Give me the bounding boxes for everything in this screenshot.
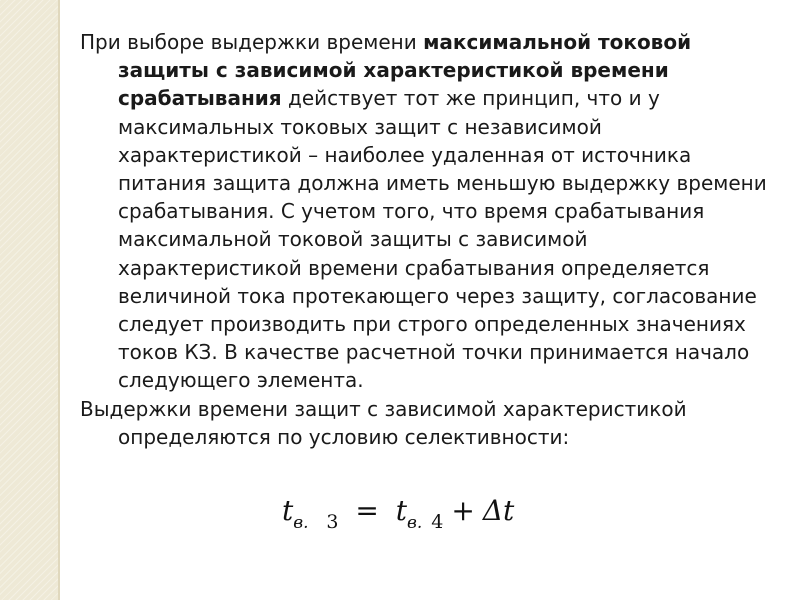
formula-plus: + <box>451 494 475 527</box>
paragraph-bold-term: максимальной токовой защиты с зависимой характеристикой времени срабатывания <box>118 30 692 111</box>
formula-lhs-variable: t <box>282 494 294 527</box>
formula-delta-t: Δt <box>482 494 515 527</box>
formula-rhs-variable: t <box>395 494 408 527</box>
paragraph-intro: При выборе выдержки времени <box>80 30 424 54</box>
formula-rhs-subscript: в. <box>407 513 423 533</box>
slide-content <box>80 28 770 451</box>
selectivity-formula <box>282 494 514 544</box>
formula-lhs-subscript: в. <box>293 513 309 533</box>
formula-lhs-number: 3 <box>326 511 339 533</box>
formula-equals: = <box>355 494 379 527</box>
paragraph-selection-principle <box>80 28 770 395</box>
paragraph-rest: действует тот же принцип, что и у максимальных токовых защит с независимой характеристикой – наиболее удаленная от источника питания защита должна иметь меньшую выдержку времени срабатывания. С учетом того, что время срабатывания максимальной токовой защиты с зависимой характеристикой времени срабатывания определяется величиной тока протекающего через защиту, согласование следует производить при строго определенных значениях токов КЗ. В качестве расчетной точки принимается начало следующего элемента. <box>118 86 767 393</box>
decorative-sidebar <box>0 0 60 600</box>
formula-rhs-number: 4 <box>431 511 444 533</box>
paragraph-selectivity-condition: Выдержки времени защит с зависимой характеристикой определяются по условию селективности: <box>80 396 687 449</box>
